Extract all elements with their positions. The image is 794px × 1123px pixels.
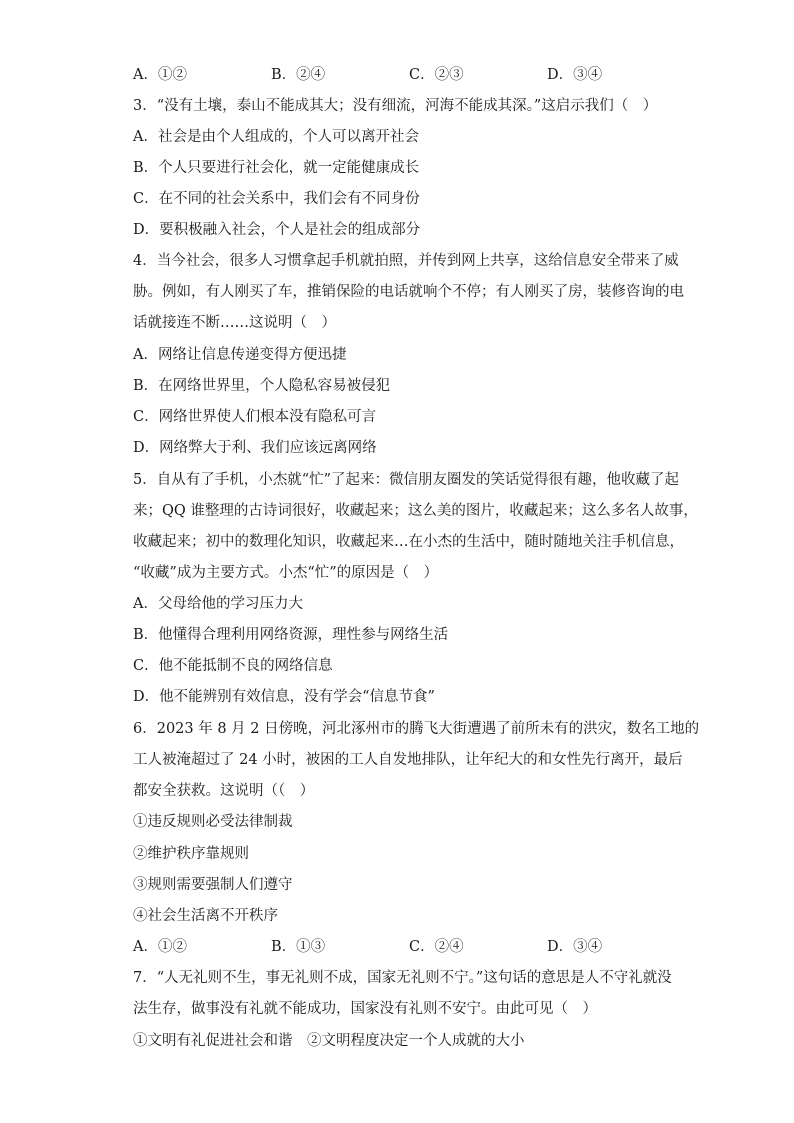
q7-statements: ①文明有礼促进社会和谐 ②文明程度决定一个人成就的大小 xyxy=(133,1033,525,1049)
q5-option-c[interactable]: C．他不能抵制不良的网络信息 xyxy=(133,658,333,674)
q3-option-d[interactable]: D．要积极融入社会，个人是社会的组成部分 xyxy=(133,222,421,238)
q6-stem-line-2: 工人被淹超过了 24 小时，被困的工人自发地排队，让年纪大的和女性先行离开，最后 xyxy=(133,752,683,768)
q6-statement-2: ②维护秩序靠规则 xyxy=(133,846,249,862)
q6-option-c[interactable]: C．②④ xyxy=(409,939,464,955)
q5-stem-line-1: 5．自从有了手机，小杰就“忙”了起来：微信朋友圈发的笑话觉得很有趣，他收藏了起 xyxy=(133,472,680,488)
q6-statement-3: ③规则需要强制人们遵守 xyxy=(133,877,293,893)
q3-option-b[interactable]: B．个人只要进行社会化，就一定能健康成长 xyxy=(133,160,420,176)
q3-stem: 3．“没有土壤，泰山不能成其大；没有细流，河海不能成其深。”这启示我们（ ） xyxy=(133,98,658,114)
q4-stem-line-2: 胁。例如，有人刚买了车，推销保险的电话就响个不停；有人刚买了房，装修咨询的电 xyxy=(133,284,684,300)
q5-option-d[interactable]: D．他不能辨别有效信息，没有学会“信息节食” xyxy=(133,689,435,705)
q4-option-d[interactable]: D．网络弊大于利、我们应该远离网络 xyxy=(133,440,377,456)
q7-stem-line-2: 法生存，做事没有礼就不能成功，国家没有礼则不安宁。由此可见（ ） xyxy=(133,1001,597,1017)
q5-option-b[interactable]: B．他懂得合理利用网络资源，理性参与网络生活 xyxy=(133,627,449,643)
q4-option-c[interactable]: C．网络世界使人们根本没有隐私可言 xyxy=(133,409,377,425)
q6-option-b[interactable]: B．①③ xyxy=(271,939,326,955)
q3-option-a[interactable]: A．社会是由个人组成的，个人可以离开社会 xyxy=(133,129,419,145)
q6-statement-4: ④社会生活离不开秩序 xyxy=(133,908,278,924)
q2-option-d[interactable]: D．③④ xyxy=(547,67,603,83)
q6-options xyxy=(133,937,693,957)
q6-stem-line-3: 都安全获救。这说明（（ ） xyxy=(133,783,315,799)
q5-option-a[interactable]: A．父母给他的学习压力大 xyxy=(133,596,303,612)
q5-stem-line-3: 收藏起来；初中的数理化知识，收藏起来…在小杰的生活中，随时随地关注手机信息， xyxy=(133,534,684,550)
q2-option-b[interactable]: B．②④ xyxy=(271,67,326,83)
q4-option-b[interactable]: B．在网络世界里，个人隐私容易被侵犯 xyxy=(133,378,391,394)
q6-option-a[interactable]: A．①② xyxy=(133,939,187,955)
q4-stem-line-1: 4．当今社会，很多人习惯拿起手机就拍照，并传到网上共享，这给信息安全带来了威 xyxy=(133,253,679,269)
q2-option-a[interactable]: A．①② xyxy=(133,67,187,83)
q5-stem-line-2: 来；QQ 谁整理的古诗词很好，收藏起来；这么美的图片，收藏起来；这么多名人故事， xyxy=(133,503,698,519)
q5-stem-line-4: “收藏”成为主要方式。小杰“忙”的原因是（ ） xyxy=(133,565,439,581)
q6-statement-1: ①违反规则必受法律制裁 xyxy=(133,814,293,830)
q2-option-c[interactable]: C．②③ xyxy=(409,67,464,83)
q2-options xyxy=(133,65,693,85)
q3-option-c[interactable]: C．在不同的社会关系中，我们会有不同身份 xyxy=(133,191,420,207)
q4-option-a[interactable]: A．网络让信息传递变得方便迅捷 xyxy=(133,347,347,363)
q7-stem-line-1: 7．“人无礼则不生，事无礼则不成，国家无礼则不宁。”这句话的意思是人不守礼就没 xyxy=(133,970,672,986)
q6-option-d[interactable]: D．③④ xyxy=(547,939,603,955)
q4-stem-line-3: 话就接连不断……这说明（ ） xyxy=(133,315,336,331)
q6-stem-line-1: 6．2023 年 8 月 2 日傍晚，河北涿州市的腾飞大街遭遇了前所未有的洪灾，数名工地的 xyxy=(133,721,700,737)
